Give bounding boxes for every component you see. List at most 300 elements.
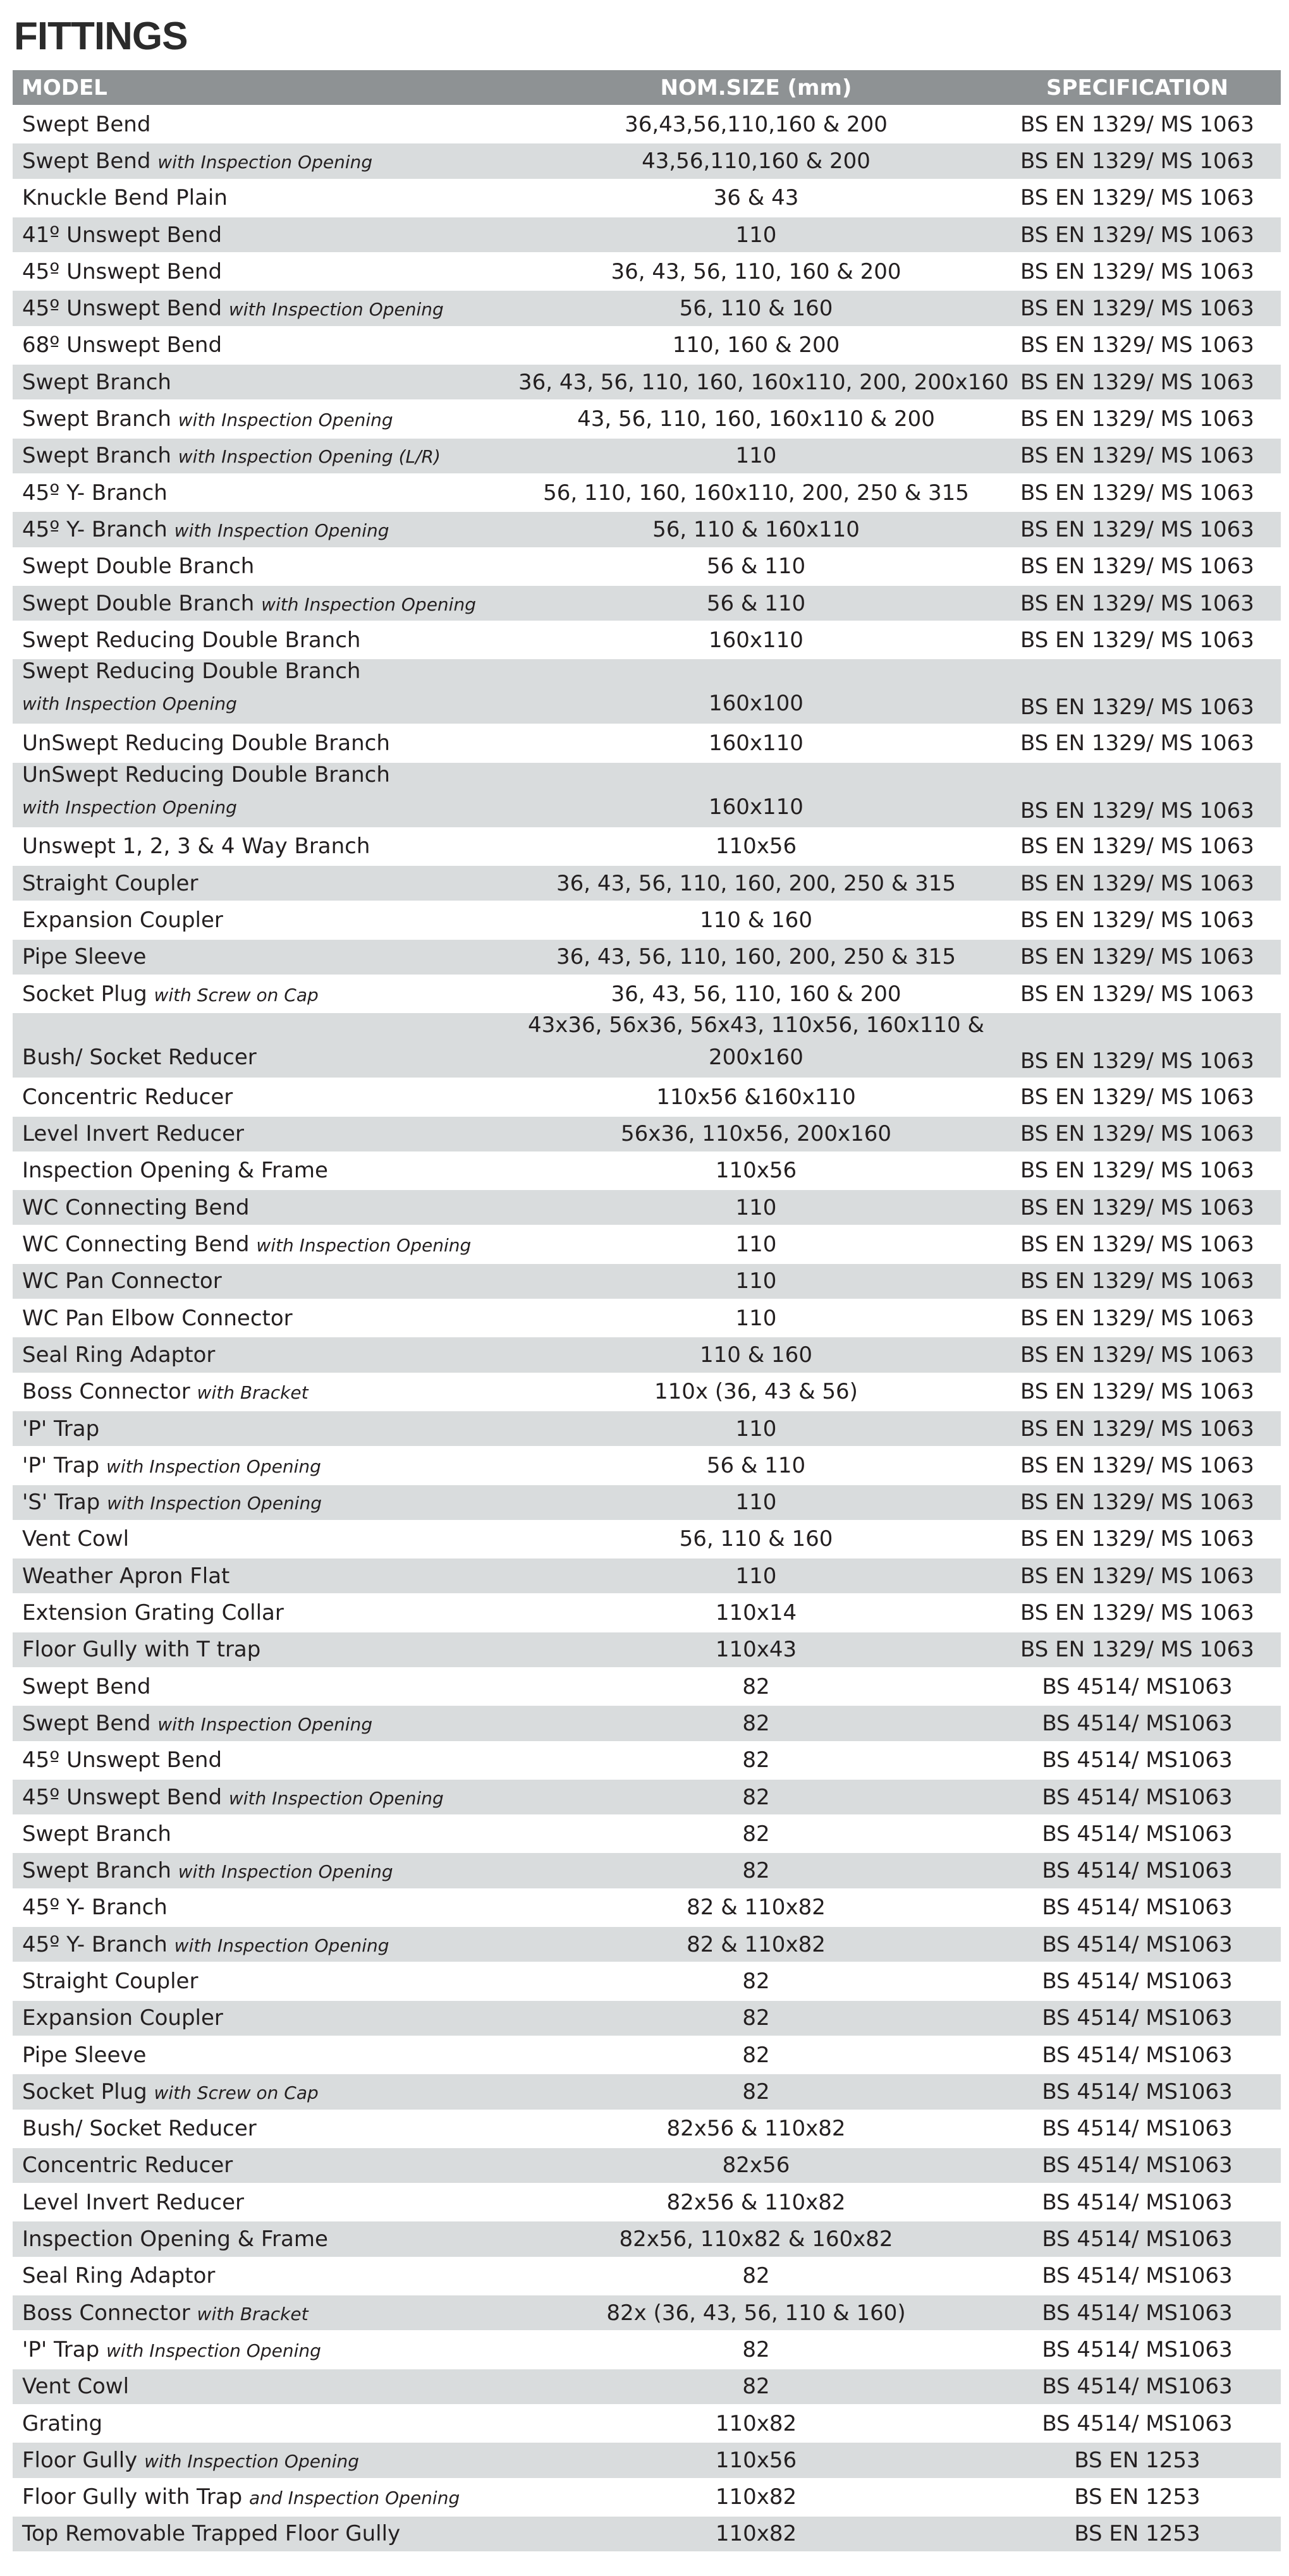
model-cell [13,2227,518,2252]
spec-cell: BS EN 1329/ MS 1063 [1020,1563,1254,1589]
spec-cell: BS EN 1329/ MS 1063 [1020,443,1254,469]
table-row [13,1632,1281,1669]
size-cell: 82 [742,1821,770,1847]
header-model: MODEL [21,75,107,100]
table-row [13,726,1281,762]
table-row [13,475,1281,512]
model-cell [13,1895,518,1920]
spec-cell: BS EN 1329/ MS 1063 [1020,111,1254,137]
model-cell [13,1674,518,1699]
spec-cell: BS EN 1329/ MS 1063 [1020,1600,1254,1626]
model-text: Vent Cowl [22,1526,130,1552]
table-row [13,1411,1281,1448]
spec-cell: BS EN 1329/ MS 1063 [1020,1158,1254,1184]
model-text: Boss Connector [22,2300,197,2326]
spec-cell: BS EN 1329/ MS 1063 [1020,1379,1254,1405]
spec-cell: BS 4514/ MS1063 [1042,2227,1233,2252]
size-cell: 110 [735,222,777,248]
table-row [13,2001,1281,2038]
size-cell: 56x36, 110x56, 200x160 [620,1121,892,1147]
header-size: NOM.SIZE (mm) [660,75,852,100]
spec-cell [994,763,1281,827]
spec-cell: BS EN 1329/ MS 1063 [1020,369,1254,395]
size-text: 160x100 [709,691,803,717]
size-cell: 56, 110 & 160x110 [652,516,860,542]
model-cell [13,1342,518,1368]
model-text: Swept Reducing Double Branch [22,659,361,684]
table-row [13,1117,1281,1153]
model-cell [13,981,518,1007]
size-cell: 110x82 [715,2484,797,2510]
spec-cell: BS 4514/ MS1063 [1042,2374,1233,2400]
model-cell [13,2374,518,2399]
model-text: 45º Unswept Bend [22,258,223,284]
model-text: 'P' Trap [22,1416,100,1442]
model-cell [13,731,518,756]
model-text: Seal Ring Adaptor [22,2263,216,2289]
model-text: 45º Y- Branch [22,516,174,542]
size-cell [518,1013,994,1078]
model-cell [13,1526,518,1552]
spec-cell: BS EN 1329/ MS 1063 [1020,944,1254,970]
spec-cell: BS EN 1329/ MS 1063 [1020,185,1254,211]
size-cell: 82 [742,1674,770,1699]
model-text: Floor Gully with Trap [22,2484,250,2510]
model-cell [13,1490,518,1515]
model-cell [13,1158,518,1183]
model-note: with Bracket [197,2303,309,2324]
spec-cell: BS 4514/ MS1063 [1042,1674,1233,1699]
size-cell: 110 [735,1563,777,1589]
model-note: with Inspection Opening [178,1861,393,1883]
model-cell [13,2300,518,2326]
model-text: Vent Cowl [22,2374,130,2400]
spec-cell: BS 4514/ MS1063 [1042,2189,1233,2215]
spec-cell: BS EN 1329/ MS 1063 [1020,296,1254,322]
table-row [13,829,1281,866]
model-text: Socket Plug [22,981,154,1007]
size-cell: 82x56 & 110x82 [666,2116,846,2142]
model-text: 'P' Trap [22,2336,106,2362]
size-cell: 36, 43, 56, 110, 160 & 200 [611,981,901,1007]
size-cell: 36 & 43 [713,185,799,211]
table-row [13,623,1281,659]
spec-cell: BS 4514/ MS1063 [1042,1784,1233,1810]
model-text: WC Pan Elbow Connector [22,1305,293,1331]
size-text: 43x36, 56x36, 56x43, 110x56, 160x110 & [528,1012,984,1038]
table-row [13,1816,1281,1853]
model-cell [13,1195,518,1220]
spec-cell: BS 4514/ MS1063 [1042,2005,1233,2031]
model-text: Boss Connector [22,1379,197,1405]
size-cell: 82 [742,2374,770,2400]
table-row [13,365,1281,401]
model-cell [13,1747,518,1773]
model-note: with Inspection Opening [178,410,393,431]
model-text: 'S' Trap [22,1490,107,1516]
spec-cell: BS 4514/ MS1063 [1042,1821,1233,1847]
model-text: Swept Branch [22,406,178,432]
spec-cell: BS EN 1329/ MS 1063 [1020,907,1254,933]
table-row [13,1448,1281,1485]
model-text: Swept Branch [22,1821,171,1847]
model-text: Swept Double Branch [22,590,262,616]
model-cell [13,1821,518,1847]
size-cell: 82 [742,2042,770,2068]
model-text: Swept Bend [22,111,151,137]
model-text: Extension Grating Collar [22,1600,284,1626]
spec-text: BS EN 1329/ MS 1063 [1020,798,1254,823]
model-text: Socket Plug [22,2079,154,2105]
model-cell [13,480,518,506]
model-cell [13,2448,518,2473]
table-row [13,1079,1281,1116]
model-text: Swept Reducing Double Branch [22,627,361,653]
model-text: Level Invert Reducer [22,1121,245,1147]
model-note: with Inspection Opening [22,693,237,715]
table-row [13,2074,1281,2111]
model-text: 41º Unswept Bend [22,222,223,248]
table-row [13,1558,1281,1595]
model-text: 45º Y- Branch [22,1895,168,1921]
spec-cell: BS EN 1253 [1074,2447,1200,2473]
size-cell: 82 [742,1858,770,1884]
size-cell: 160x110 [709,627,803,653]
model-text: 45º Unswept Bend [22,1784,229,1810]
table-row [13,2185,1281,2221]
spec-cell: BS EN 1329/ MS 1063 [1020,1121,1254,1147]
table-row [13,1522,1281,1558]
model-cell [13,1232,518,1257]
spec-cell: BS 4514/ MS1063 [1042,1858,1233,1884]
size-cell: 110x56 [715,2447,797,2473]
model-cell [13,2411,518,2436]
model-text: Straight Coupler [22,870,199,896]
table-row [13,2332,1281,2369]
model-cell [13,554,518,579]
spec-cell: BS EN 1329/ MS 1063 [1020,627,1254,653]
spec-cell: BS EN 1329/ MS 1063 [1020,870,1254,896]
spec-cell: BS EN 1329/ MS 1063 [1020,1194,1254,1220]
size-text: 160x110 [709,794,803,820]
size-cell: 56, 110 & 160 [679,1526,833,1552]
size-cell: 82 [742,2336,770,2362]
size-cell: 82 [742,1710,770,1736]
model-cell [13,908,518,933]
spec-cell: BS EN 1329/ MS 1063 [1020,480,1254,506]
model-cell [13,2043,518,2068]
model-text: Pipe Sleeve [22,2042,147,2068]
model-cell [13,2005,518,2031]
model-cell [13,370,518,395]
spec-cell: BS 4514/ MS1063 [1042,2153,1233,2178]
model-cell [13,259,518,284]
spec-cell: BS 4514/ MS1063 [1042,1710,1233,1736]
spec-cell: BS EN 1329/ MS 1063 [1020,222,1254,248]
model-cell [13,1013,518,1078]
spec-cell: BS EN 1329/ MS 1063 [1020,1305,1254,1331]
model-text: Pipe Sleeve [22,944,147,970]
spec-cell [994,1013,1281,1078]
spec-cell: BS 4514/ MS1063 [1042,2263,1233,2289]
model-text: Swept Branch [22,443,178,469]
model-text: UnSwept Reducing Double Branch [22,762,390,787]
size-cell: 110, 160 & 200 [672,332,840,358]
table-row [13,1853,1281,1890]
size-cell: 82x56 & 110x82 [666,2189,846,2215]
spec-cell: BS EN 1329/ MS 1063 [1020,1452,1254,1478]
model-cell [13,185,518,210]
spec-cell: BS 4514/ MS1063 [1042,2079,1233,2105]
spec-cell: BS EN 1329/ MS 1063 [1020,834,1254,860]
size-cell: 82 & 110x82 [687,1931,826,1957]
table-row [13,1337,1281,1374]
size-cell: 110x56 &160x110 [656,1084,856,1110]
model-cell [13,2153,518,2178]
size-cell: 110 [735,1194,777,1220]
table-row [13,1485,1281,1522]
table-row [13,107,1281,143]
model-text: Concentric Reducer [22,2153,233,2178]
model-note: with Inspection Opening [261,593,476,615]
size-cell: 36,43,56,110,160 & 200 [625,111,888,137]
model-text: 'P' Trap [22,1452,106,1478]
model-cell [13,1600,518,1625]
table-row [13,2480,1281,2517]
size-cell: 36, 43, 56, 110, 160 & 200 [611,258,901,284]
model-cell [13,1084,518,1110]
spec-cell: BS EN 1329/ MS 1063 [1020,332,1254,358]
size-cell: 82 & 110x82 [687,1895,826,1921]
spec-cell: BS 4514/ MS1063 [1042,1895,1233,1921]
table-row [13,940,1281,976]
model-cell [13,296,518,321]
table-row [13,1964,1281,2000]
model-cell [13,149,518,174]
table-row [13,401,1281,438]
size-cell: 56, 110 & 160 [679,296,833,322]
model-text: Concentric Reducer [22,1084,233,1110]
table-row [13,1227,1281,1263]
model-cell [13,1564,518,1589]
model-cell [13,443,518,468]
model-cell [13,1711,518,1736]
spec-cell: BS EN 1329/ MS 1063 [1020,148,1254,174]
size-cell: 82 [742,2263,770,2289]
table-row [13,2038,1281,2074]
table-row [13,1153,1281,1190]
model-note: with Inspection Opening [228,299,444,320]
size-cell: 82x (36, 43, 56, 110 & 160) [606,2300,906,2326]
table-row [13,1595,1281,1632]
model-text: 45º Unswept Bend [22,1747,223,1773]
model-cell [13,1453,518,1478]
model-text: Unswept 1, 2, 3 & 4 Way Branch [22,834,370,860]
table-row [13,866,1281,902]
table-row [13,2259,1281,2295]
model-cell [13,659,518,724]
size-cell: 110x82 [715,2521,797,2547]
table-header [13,70,1281,107]
table-row [13,1706,1281,1742]
size-cell: 110 [735,1232,777,1258]
model-note: with Inspection Opening [144,2450,360,2472]
model-text: Inspection Opening & Frame [22,2227,328,2252]
size-cell: 43, 56, 110, 160, 160x110 & 200 [577,406,935,432]
table-row [13,1301,1281,1337]
table-row [13,2221,1281,2258]
spec-cell: BS EN 1329/ MS 1063 [1020,590,1254,616]
table-row [13,1780,1281,1816]
spec-cell: BS EN 1329/ MS 1063 [1020,516,1254,542]
model-note: with Inspection Opening [228,1787,444,1809]
table-row [13,2148,1281,2185]
table-row [13,1375,1281,1411]
spec-cell: BS EN 1329/ MS 1063 [1020,258,1254,284]
spec-cell: BS 4514/ MS1063 [1042,2116,1233,2142]
model-text: Level Invert Reducer [22,2189,245,2215]
size-cell: 110 [735,1305,777,1331]
model-text: Swept Bend [22,1710,158,1736]
model-text: WC Pan Connector [22,1268,222,1294]
spec-cell: BS 4514/ MS1063 [1042,2042,1233,2068]
table-row [13,181,1281,217]
model-text: Swept Bend [22,148,158,174]
size-cell: 110x43 [715,1637,797,1663]
model-text: Top Removable Trapped Floor Gully [22,2521,401,2547]
size-cell: 82 [742,2079,770,2105]
size-cell: 110 [735,443,777,469]
spec-cell: BS EN 1329/ MS 1063 [1020,1084,1254,1110]
table-row [13,763,1281,829]
spec-cell: BS EN 1253 [1074,2521,1200,2547]
table-row [13,1927,1281,1964]
model-cell [13,2190,518,2215]
model-text: 45º Y- Branch [22,480,168,506]
table-row [13,1190,1281,1227]
model-cell [13,1637,518,1662]
model-text: Swept Bend [22,1674,151,1699]
header-spec: SPECIFICATION [1046,75,1228,100]
table-row [13,254,1281,291]
size-cell: 82 [742,1747,770,1773]
spec-text: BS EN 1329/ MS 1063 [1020,695,1254,720]
table-row [13,1890,1281,1927]
model-cell [13,1306,518,1331]
model-cell [13,591,518,616]
table-row [13,659,1281,726]
size-cell: 110x56 [715,834,797,860]
spec-cell [994,659,1281,724]
model-note: with Bracket [197,1382,309,1404]
model-cell [13,871,518,896]
model-cell [13,1416,518,1442]
model-text: Seal Ring Adaptor [22,1342,216,1368]
model-text: UnSwept Reducing Double Branch [22,731,390,756]
table-row [13,439,1281,475]
model-cell [13,763,518,827]
spec-cell: BS EN 1329/ MS 1063 [1020,981,1254,1007]
spec-cell: BS EN 1329/ MS 1063 [1020,1416,1254,1442]
table-row [13,2443,1281,2479]
table-row [13,2111,1281,2148]
spec-text: BS EN 1329/ MS 1063 [1020,1048,1254,1074]
table-row [13,549,1281,586]
spec-cell: BS 4514/ MS1063 [1042,1969,1233,1994]
model-text: Floor Gully with T trap [22,1637,261,1663]
size-cell: 110x56 [715,1158,797,1184]
table-row [13,2406,1281,2443]
spec-cell: BS EN 1329/ MS 1063 [1020,1526,1254,1552]
size-cell: 82 [742,2005,770,2031]
size-cell: 110x14 [715,1600,797,1626]
model-cell [13,1268,518,1294]
model-note: with Inspection Opening [22,796,237,818]
spec-cell: BS EN 1329/ MS 1063 [1020,1268,1254,1294]
model-cell [13,1932,518,1957]
model-note: with Inspection Opening [106,2340,321,2361]
size-cell: 82 [742,1784,770,1810]
spec-cell: BS EN 1329/ MS 1063 [1020,1232,1254,1258]
model-note: and Inspection Opening [249,2488,460,2509]
model-text: WC Connecting Bend [22,1232,257,1258]
table-body [13,107,1281,2553]
spec-cell: BS 4514/ MS1063 [1042,1747,1233,1773]
model-text: Grating [22,2410,103,2436]
table-row [13,2369,1281,2406]
table-row [13,2517,1281,2553]
size-cell: 43,56,110,160 & 200 [642,148,871,174]
model-text: Swept Branch [22,369,171,395]
model-text: Bush/ Socket Reducer [22,2116,257,2142]
model-text: Floor Gully [22,2447,145,2473]
table-row [13,328,1281,365]
spec-cell: BS EN 1329/ MS 1063 [1020,1342,1254,1368]
model-cell [13,2079,518,2105]
page-title: FITTINGS [14,15,188,58]
model-cell [13,1858,518,1883]
model-note: with Inspection Opening [106,1455,321,1477]
spec-cell: BS EN 1329/ MS 1063 [1020,1490,1254,1516]
model-text: 68º Unswept Bend [22,332,223,358]
spec-cell: BS 4514/ MS1063 [1042,2300,1233,2326]
table-row [13,586,1281,623]
table-row [13,1264,1281,1301]
spec-cell: BS EN 1253 [1074,2484,1200,2510]
table-row [13,902,1281,939]
model-text: Straight Coupler [22,1969,199,1994]
model-cell [13,222,518,248]
size-cell: 110 & 160 [700,1342,812,1368]
model-cell [13,112,518,137]
model-note: with Inspection Opening [107,1493,322,1514]
size-text-continued: 200x160 [709,1045,803,1071]
size-cell: 110 [735,1416,777,1442]
model-note: with Screw on Cap [154,2082,319,2103]
model-cell [13,517,518,542]
model-note: with Screw on Cap [154,984,319,1005]
model-cell [13,1785,518,1810]
model-text: Weather Apron Flat [22,1563,230,1589]
size-cell: 36, 43, 56, 110, 160, 200, 250 & 315 [556,870,956,896]
model-text: Swept Double Branch [22,554,255,580]
model-note: with Inspection Opening [157,1713,373,1735]
model-cell [13,2337,518,2362]
model-note: with Inspection Opening [157,151,373,173]
model-cell [13,1121,518,1146]
model-cell [13,834,518,859]
model-note: with Inspection Opening [174,1935,389,1956]
